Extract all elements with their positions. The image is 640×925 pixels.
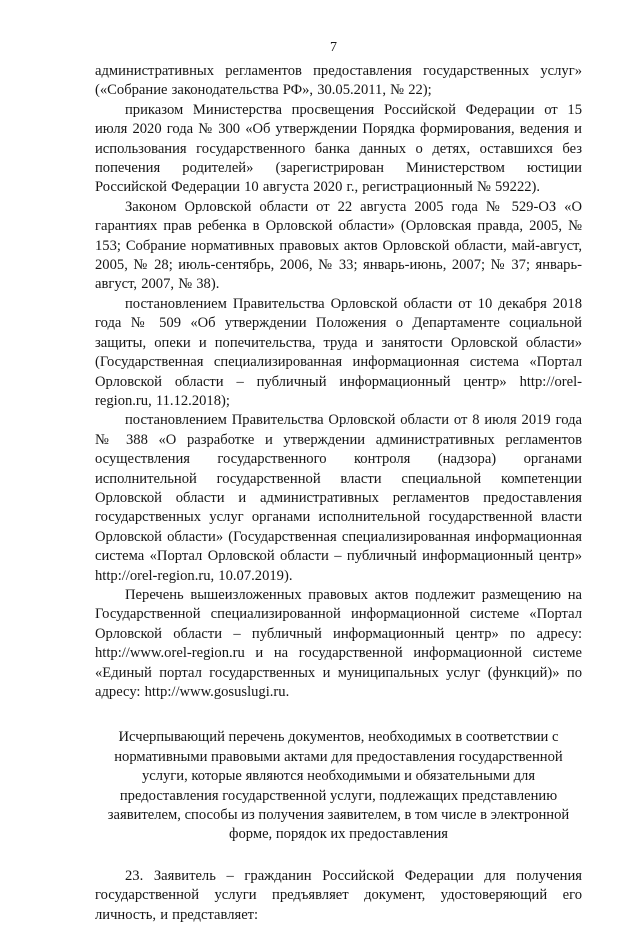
paragraph-order-300: приказом Министерства просвещения Российской Федерации от 15 июля 2020 года № 300 «Об утверждении Порядка формирования, ведения и использования государственного банка данных о детях, оставшихся без попечения родителей» (зарегистрирован Министерством юстиции Российской Федерации 10 августа 2020 г., регистрационный № 59222). [95, 101, 582, 196]
paragraph-publication: Перечень вышеизложенных правовых актов подлежит размещению на Государственной специализированной информационной системе «Портал Орловской области – публичный информационный центр» по адресу: http://www.orel-region.ru и на государственной информационной системе «Единый портал государственных и муниципальных услуг (функций)» по адресу: http://www.gosuslugi.ru. [95, 586, 582, 700]
body-text-after-heading [95, 867, 582, 925]
section-heading: Исчерпывающий перечень документов, необходимых в соответствии с нормативными правовыми актами для предоставления государственной услуги, которые являются необходимыми и обязательными для предоставления государственной услуги, подлежащих представлению заявителем, способы из получения заявителем, в том числе в электронной форме, порядок их предоставления [107, 729, 570, 843]
body-text [95, 62, 582, 702]
paragraph-continuation: административных регламентов предоставления государственных услуг» («Собрание законодательства РФ», 30.05.2011, № 22); [95, 63, 582, 99]
paragraph-resolution-388: постановлением Правительства Орловской области от 8 июля 2019 года № 388 «О разработке и утверждении административных регламентов осуществления государственного контроля (надзора) органами исполнительной государственной власти специальной компетенции Орловской области и административных регламентов предоставления государственных услуг органами исполнительной государственной власти Орловской области» (Государственная специализированная информационная система «Портал Орловской области – публичный информационный центр» http://orel-region.ru, 10.07.2019). [95, 412, 582, 584]
page-number: 7 [330, 40, 337, 55]
paragraph-23: 23. Заявитель – гражданин Российской Федерации для получения государственной услуги предъявляет документ, удостоверяющий его личность, и представляет: [95, 867, 582, 923]
paragraph-resolution-509: постановлением Правительства Орловской области от 10 декабря 2018 года № 509 «Об утверждении Положения о Департаменте социальной защиты, опеки и попечительства, труда и занятости Орловской области» (Государственная специализированная информационная система «Портал Орловской области – публичный информационный центр» http://orel-region.ru, 11.12.2018); [95, 295, 582, 409]
paragraph-law-529: Законом Орловской области от 22 августа 2005 года № 529-ОЗ «О гарантиях прав ребенка в Орловской области» (Орловская правда, 2005, № 153; Собрание нормативных правовых актов Орловской области, май-август, 2005, № 28; июль-сентябрь, 2006, № 33; январь-июнь, 2007; № 37; январь-август, 2007, № 38). [95, 198, 582, 293]
